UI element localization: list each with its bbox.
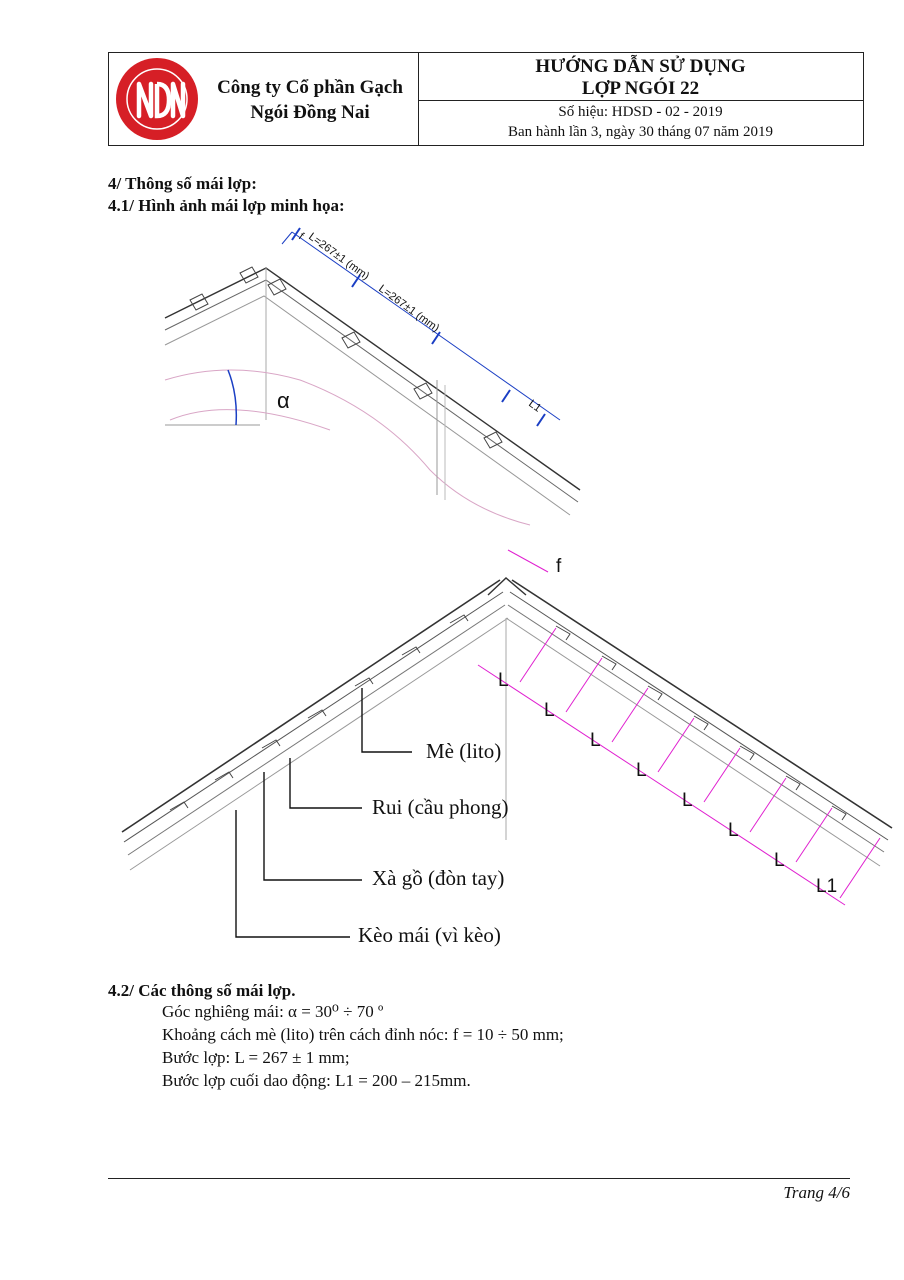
label-L-4: L: [636, 760, 647, 781]
label-L-2: L: [544, 700, 555, 721]
roof-section-diagram: [122, 550, 892, 947]
callout-purlin: Xà gồ (đòn tay): [372, 866, 505, 890]
label-L-5: L: [682, 790, 693, 811]
issue-date: Ban hành lần 3, ngày 30 tháng 07 năm 2019: [508, 124, 773, 140]
document-title-line1: HƯỚNG DẪN SỬ DỤNG: [535, 56, 746, 77]
right-tile-steps: [556, 626, 846, 820]
company-name-line2: Ngói Đồng Nai: [250, 102, 370, 123]
dimension-L-first: L=267±1 (mm): [306, 230, 372, 283]
angle-alpha-label: α: [277, 388, 290, 413]
callout-rafter: Rui (cầu phong): [372, 795, 509, 819]
param-lito-distance: Khoảng cách mè (lito) trên cách đỉnh nóc: f = 10 ÷ 50 mm;: [162, 1025, 564, 1044]
dimension-f-top: f: [296, 230, 306, 243]
callout-truss: Kèo mái (vì kèo): [358, 923, 501, 947]
section-4-1-heading: 4.1/ Hình ảnh mái lợp minh họa:: [108, 196, 345, 215]
document-number: Số hiệu: HDSD - 02 - 2019: [558, 104, 723, 120]
label-L-3: L: [590, 730, 601, 751]
document-title-line2: LỢP NGÓI 22: [581, 78, 700, 99]
param-roof-angle: Góc nghiêng mái: α = 30⁰ ÷ 70 º: [162, 1002, 384, 1021]
company-name-line1: Công ty Cổ phần Gạch: [217, 77, 403, 98]
section-4-2-heading: 4.2/ Các thông số mái lợp.: [108, 981, 296, 1000]
page-number: Trang 4/6: [783, 1183, 850, 1202]
label-L-1: L: [498, 670, 509, 691]
roof-detail-diagram: [165, 228, 580, 525]
footer-divider: [108, 1178, 850, 1179]
param-last-step: Bước lợp cuối dao động: L1 = 200 – 215mm.: [162, 1071, 471, 1090]
label-L1: L1: [816, 876, 838, 897]
dimension-L1: L1: [526, 397, 544, 415]
label-L-6: L: [728, 820, 739, 841]
label-L-7: L: [774, 850, 785, 871]
magenta-dimensions: [478, 550, 880, 905]
param-step: Bước lợp: L = 267 ± 1 mm;: [162, 1048, 350, 1067]
section-4-heading: 4/ Thông số mái lợp:: [108, 174, 257, 193]
dimension-L-second: L=267±1 (mm): [376, 282, 442, 335]
callout-lito: Mè (lito): [426, 739, 502, 763]
label-f: f: [556, 556, 562, 577]
